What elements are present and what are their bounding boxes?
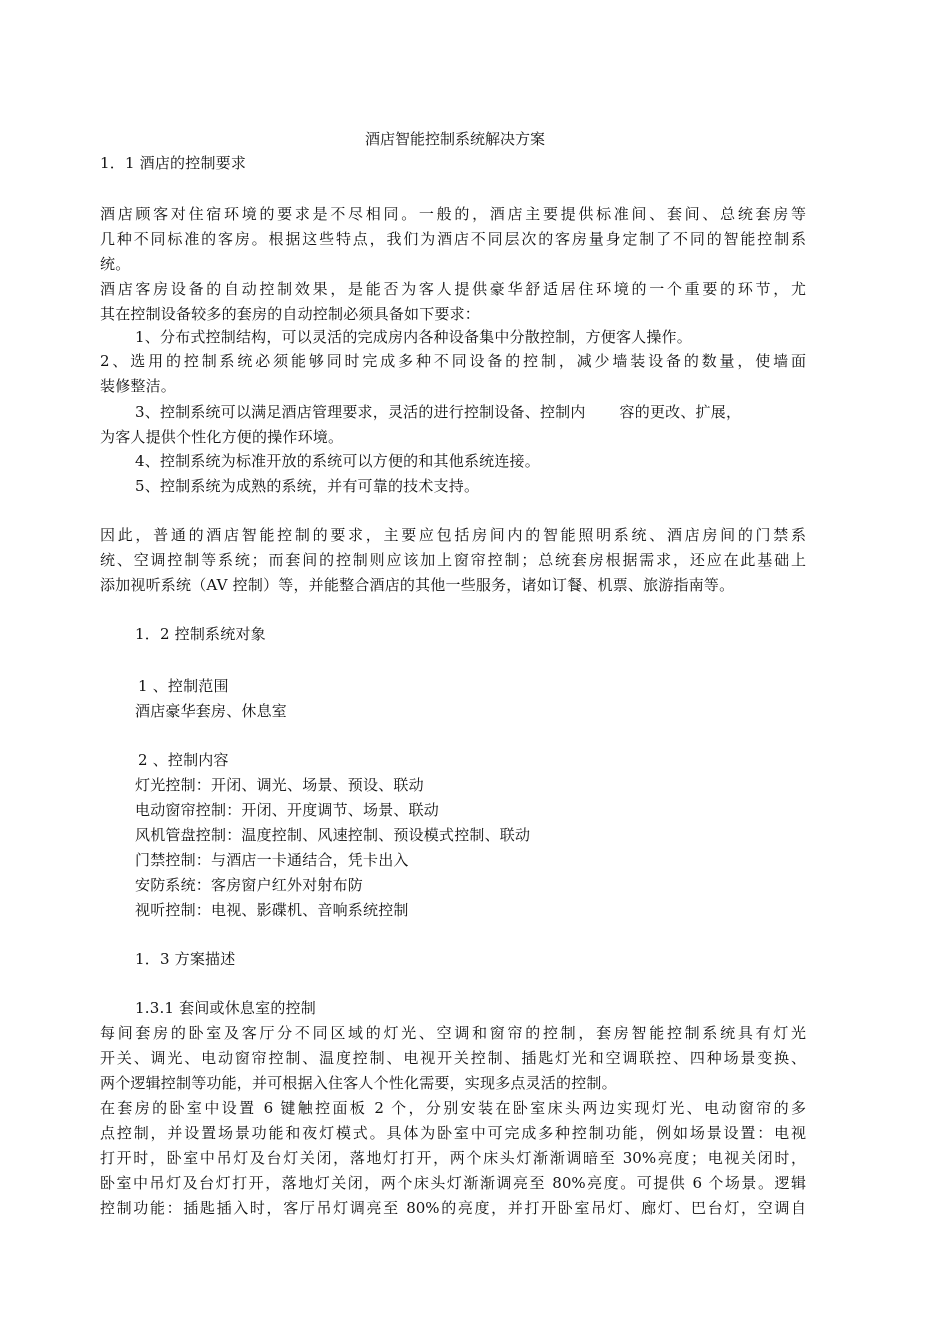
requirement-3-part-a: 3、控制系统可以满足酒店管理要求，灵活的进行控制设备、控制内 <box>135 403 586 421</box>
paragraph-5-line-4: 卧室中吊灯及台灯打开，落地灯关闭，两个床头灯渐渐调亮至 80%亮度。可提供 6 个场景。逻辑 <box>100 1174 806 1192</box>
content-heading: 2 、控制内容 <box>138 751 229 769</box>
content-item-access: 门禁控制：与酒店一卡通结合，凭卡出入 <box>135 851 409 869</box>
scope-heading: 1 、控制范围 <box>138 677 229 695</box>
content-item-fan-coil: 风机管盘控制：温度控制、风速控制、预设模式控制、联动 <box>135 826 531 844</box>
requirement-1: 1、分布式控制结构，可以灵活的完成房内各种设备集中分散控制，方便客人操作。 <box>135 328 692 346</box>
paragraph-5-line-5: 控制功能：插匙插入时，客厅吊灯调亮至 80%的亮度，并打开卧室吊灯、廊灯、巴台灯，空调自 <box>100 1199 806 1217</box>
paragraph-4-line-3: 两个逻辑控制等功能，并可根据入住客人个性化需要，实现多点灵活的控制。 <box>100 1074 617 1092</box>
requirement-3-line-2: 为客人提供个性化方便的操作环境。 <box>100 428 344 446</box>
paragraph-5-line-2: 点控制，并设置场景功能和夜灯模式。具体为卧室中可完成多种控制功能，例如场景设置：电视 <box>100 1124 806 1142</box>
section-heading-1-2: 1．2 控制系统对象 <box>135 625 266 643</box>
paragraph-1-line-3: 统。 <box>100 255 131 273</box>
document-title: 酒店智能控制系统解决方案 <box>364 130 545 148</box>
section-heading-1-1: 1．1 酒店的控制要求 <box>100 154 247 172</box>
paragraph-3-line-3: 添加视听系统（AV 控制）等，并能整合酒店的其他一些服务，诸如订餐、机票、旅游指南等。 <box>100 576 735 594</box>
requirement-3-line-1 <box>135 401 741 423</box>
content-item-av: 视听控制：电视、影碟机、音响系统控制 <box>135 901 409 919</box>
requirement-2-line-2: 装修整洁。 <box>100 377 177 395</box>
requirement-5: 5、控制系统为成熟的系统，并有可靠的技术支持。 <box>135 477 480 495</box>
paragraph-5-line-1: 在套房的卧室中设置 6 键触控面板 2 个，分别安装在卧室床头两边实现灯光、电动窗帘的多 <box>100 1099 806 1117</box>
paragraph-2-line-2: 其在控制设备较多的套房的自动控制必须具备如下要求： <box>100 305 481 323</box>
paragraph-2-line-1: 酒店客房设备的自动控制效果，是能否为客人提供豪华舒适居住环境的一个重要的环节，尤 <box>100 280 806 298</box>
section-heading-1-3: 1．3 方案描述 <box>135 950 236 968</box>
paragraph-5-line-3: 打开时，卧室中吊灯及台灯关闭，落地灯打开，两个床头灯渐渐调暗至 30%亮度；电视关闭时， <box>100 1149 806 1167</box>
content-item-curtain: 电动窗帘控制：开闭、开度调节、场景、联动 <box>135 801 440 819</box>
paragraph-4-line-1: 每间套房的卧室及客厅分不同区域的灯光、空调和窗帘的控制，套房智能控制系统具有灯光 <box>100 1024 806 1042</box>
content-item-security: 安防系统：客房窗户红外对射布防 <box>135 876 364 894</box>
paragraph-1-line-2: 几种不同标准的客房。根据这些特点，我们为酒店不同层次的客房量身定制了不同的智能控制系 <box>100 230 806 248</box>
content-item-lighting: 灯光控制：开闭、调光、场景、预设、联动 <box>135 776 424 794</box>
requirement-4: 4、控制系统为标准开放的系统可以方便的和其他系统连接。 <box>135 452 540 470</box>
subsection-heading-1-3-1: 1.3.1 套间或休息室的控制 <box>135 999 316 1017</box>
paragraph-3-line-2: 统、空调控制等系统；而套间的控制则应该加上窗帘控制；总统套房根据需求，还应在此基础上 <box>100 551 806 569</box>
paragraph-1-line-1: 酒店顾客对住宿环境的要求是不尽相同。一般的，酒店主要提供标准间、套间、总统套房等 <box>100 205 806 223</box>
requirement-3-part-b: 容的更改、扩展， <box>619 403 742 421</box>
scope-text: 酒店豪华套房、休息室 <box>135 702 288 720</box>
paragraph-3-line-1: 因此，普通的酒店智能控制的要求，主要应包括房间内的智能照明系统、酒店房间的门禁系 <box>100 526 806 544</box>
requirement-2-line-1: 2、选用的控制系统必须能够同时完成多种不同设备的控制，减少墙装设备的数量，使墙面 <box>100 352 806 370</box>
paragraph-4-line-2: 开关、调光、电动窗帘控制、温度控制、电视开关控制、插匙灯光和空调联控、四种场景变换、 <box>100 1049 806 1067</box>
